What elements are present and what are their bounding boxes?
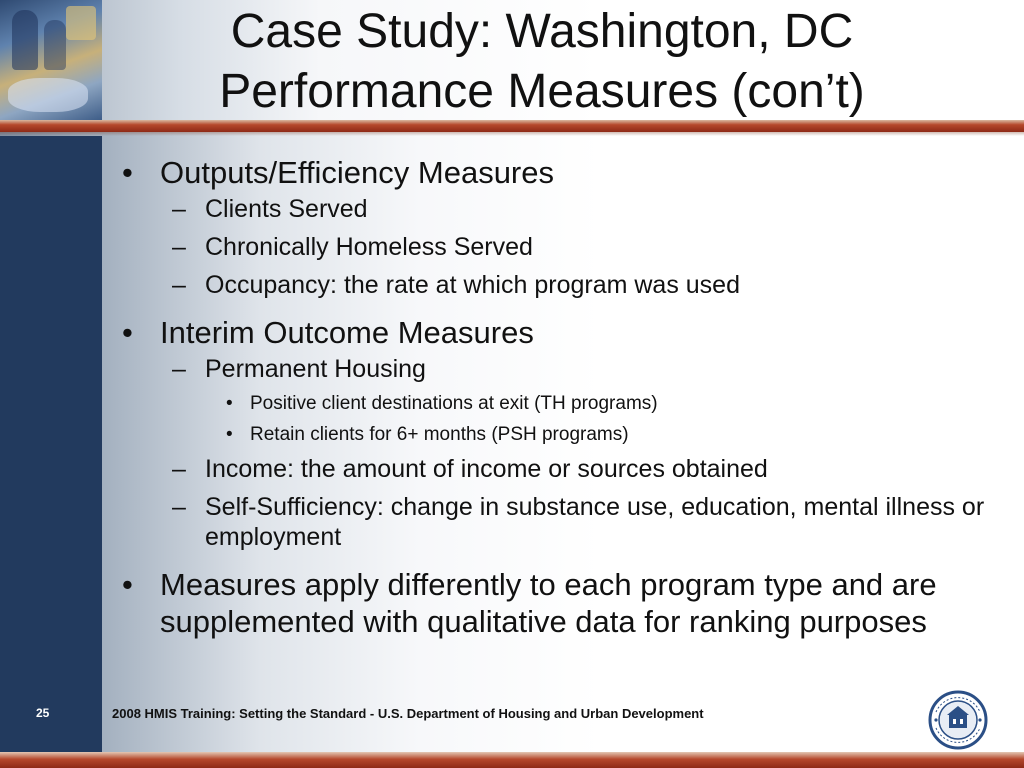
footer-text: 2008 HMIS Training: Setting the Standard - U.S. Department of Housing and Urban Development bbox=[112, 706, 704, 721]
bullet-marker: • bbox=[122, 315, 133, 350]
subsubbullet-positive-destinations bbox=[118, 392, 998, 416]
subbullet-permanent-housing bbox=[118, 354, 998, 384]
hud-seal-icon bbox=[922, 690, 994, 750]
subbullet-chronically-homeless bbox=[118, 232, 998, 262]
bullet-text: Interim Outcome Measures bbox=[160, 315, 534, 350]
subbullet-occupancy bbox=[118, 270, 998, 300]
photo-figure-1 bbox=[12, 10, 38, 70]
bullet-text: Outputs/Efficiency Measures bbox=[160, 155, 554, 190]
subbullet-text: Occupancy: the rate at which program was used bbox=[205, 271, 740, 299]
page-number: 25 bbox=[36, 706, 50, 720]
bullet-measures bbox=[118, 566, 998, 640]
top-divider bbox=[0, 120, 1024, 132]
subbullet-self-sufficiency bbox=[118, 492, 998, 552]
bottom-divider bbox=[0, 752, 1024, 768]
bullet-marker: • bbox=[122, 567, 133, 602]
header-photo bbox=[0, 0, 102, 120]
slide-title-line-1: Case Study: Washington, DC bbox=[230, 5, 854, 58]
header-band bbox=[0, 0, 1024, 120]
bullet-outputs bbox=[118, 154, 998, 191]
slide-title bbox=[102, 2, 982, 122]
subbullet-text: Income: the amount of income or sources obtained bbox=[205, 455, 768, 483]
photo-highlight bbox=[8, 78, 88, 112]
subsubbullet-text: Retain clients for 6+ months (PSH programs) bbox=[250, 424, 629, 445]
subbullet-text: Self-Sufficiency: change in substance use, education, mental illness or employment bbox=[205, 493, 985, 551]
subbullet-income bbox=[118, 454, 998, 484]
dash-marker: – bbox=[172, 455, 186, 483]
subbullet-text: Chronically Homeless Served bbox=[205, 233, 533, 261]
dash-marker: – bbox=[172, 195, 186, 223]
dash-marker: – bbox=[172, 355, 186, 383]
bullet-marker: • bbox=[226, 393, 233, 414]
top-divider-shadow bbox=[0, 132, 1024, 136]
subsubbullet-text: Positive client destinations at exit (TH programs) bbox=[250, 393, 658, 414]
subbullet-text: Clients Served bbox=[205, 195, 368, 223]
bullet-marker: • bbox=[122, 155, 133, 190]
photo-frame bbox=[66, 6, 96, 40]
subsubbullet-retain-clients bbox=[118, 423, 998, 447]
subbullet-clients-served bbox=[118, 194, 998, 224]
dash-marker: – bbox=[172, 271, 186, 299]
dash-marker: – bbox=[172, 493, 186, 521]
photo-figure-2 bbox=[44, 20, 66, 70]
slide-body bbox=[118, 154, 998, 642]
subbullet-text: Permanent Housing bbox=[205, 355, 426, 383]
bullet-text: Measures apply differently to each program type and are supplemented with qualitative data for ranking purposes bbox=[160, 567, 937, 639]
left-column bbox=[0, 136, 102, 752]
dash-marker: – bbox=[172, 233, 186, 261]
bullet-interim bbox=[118, 314, 998, 351]
slide-title-line-2: Performance Measures (con’t) bbox=[219, 65, 865, 118]
bullet-marker: • bbox=[226, 424, 233, 445]
